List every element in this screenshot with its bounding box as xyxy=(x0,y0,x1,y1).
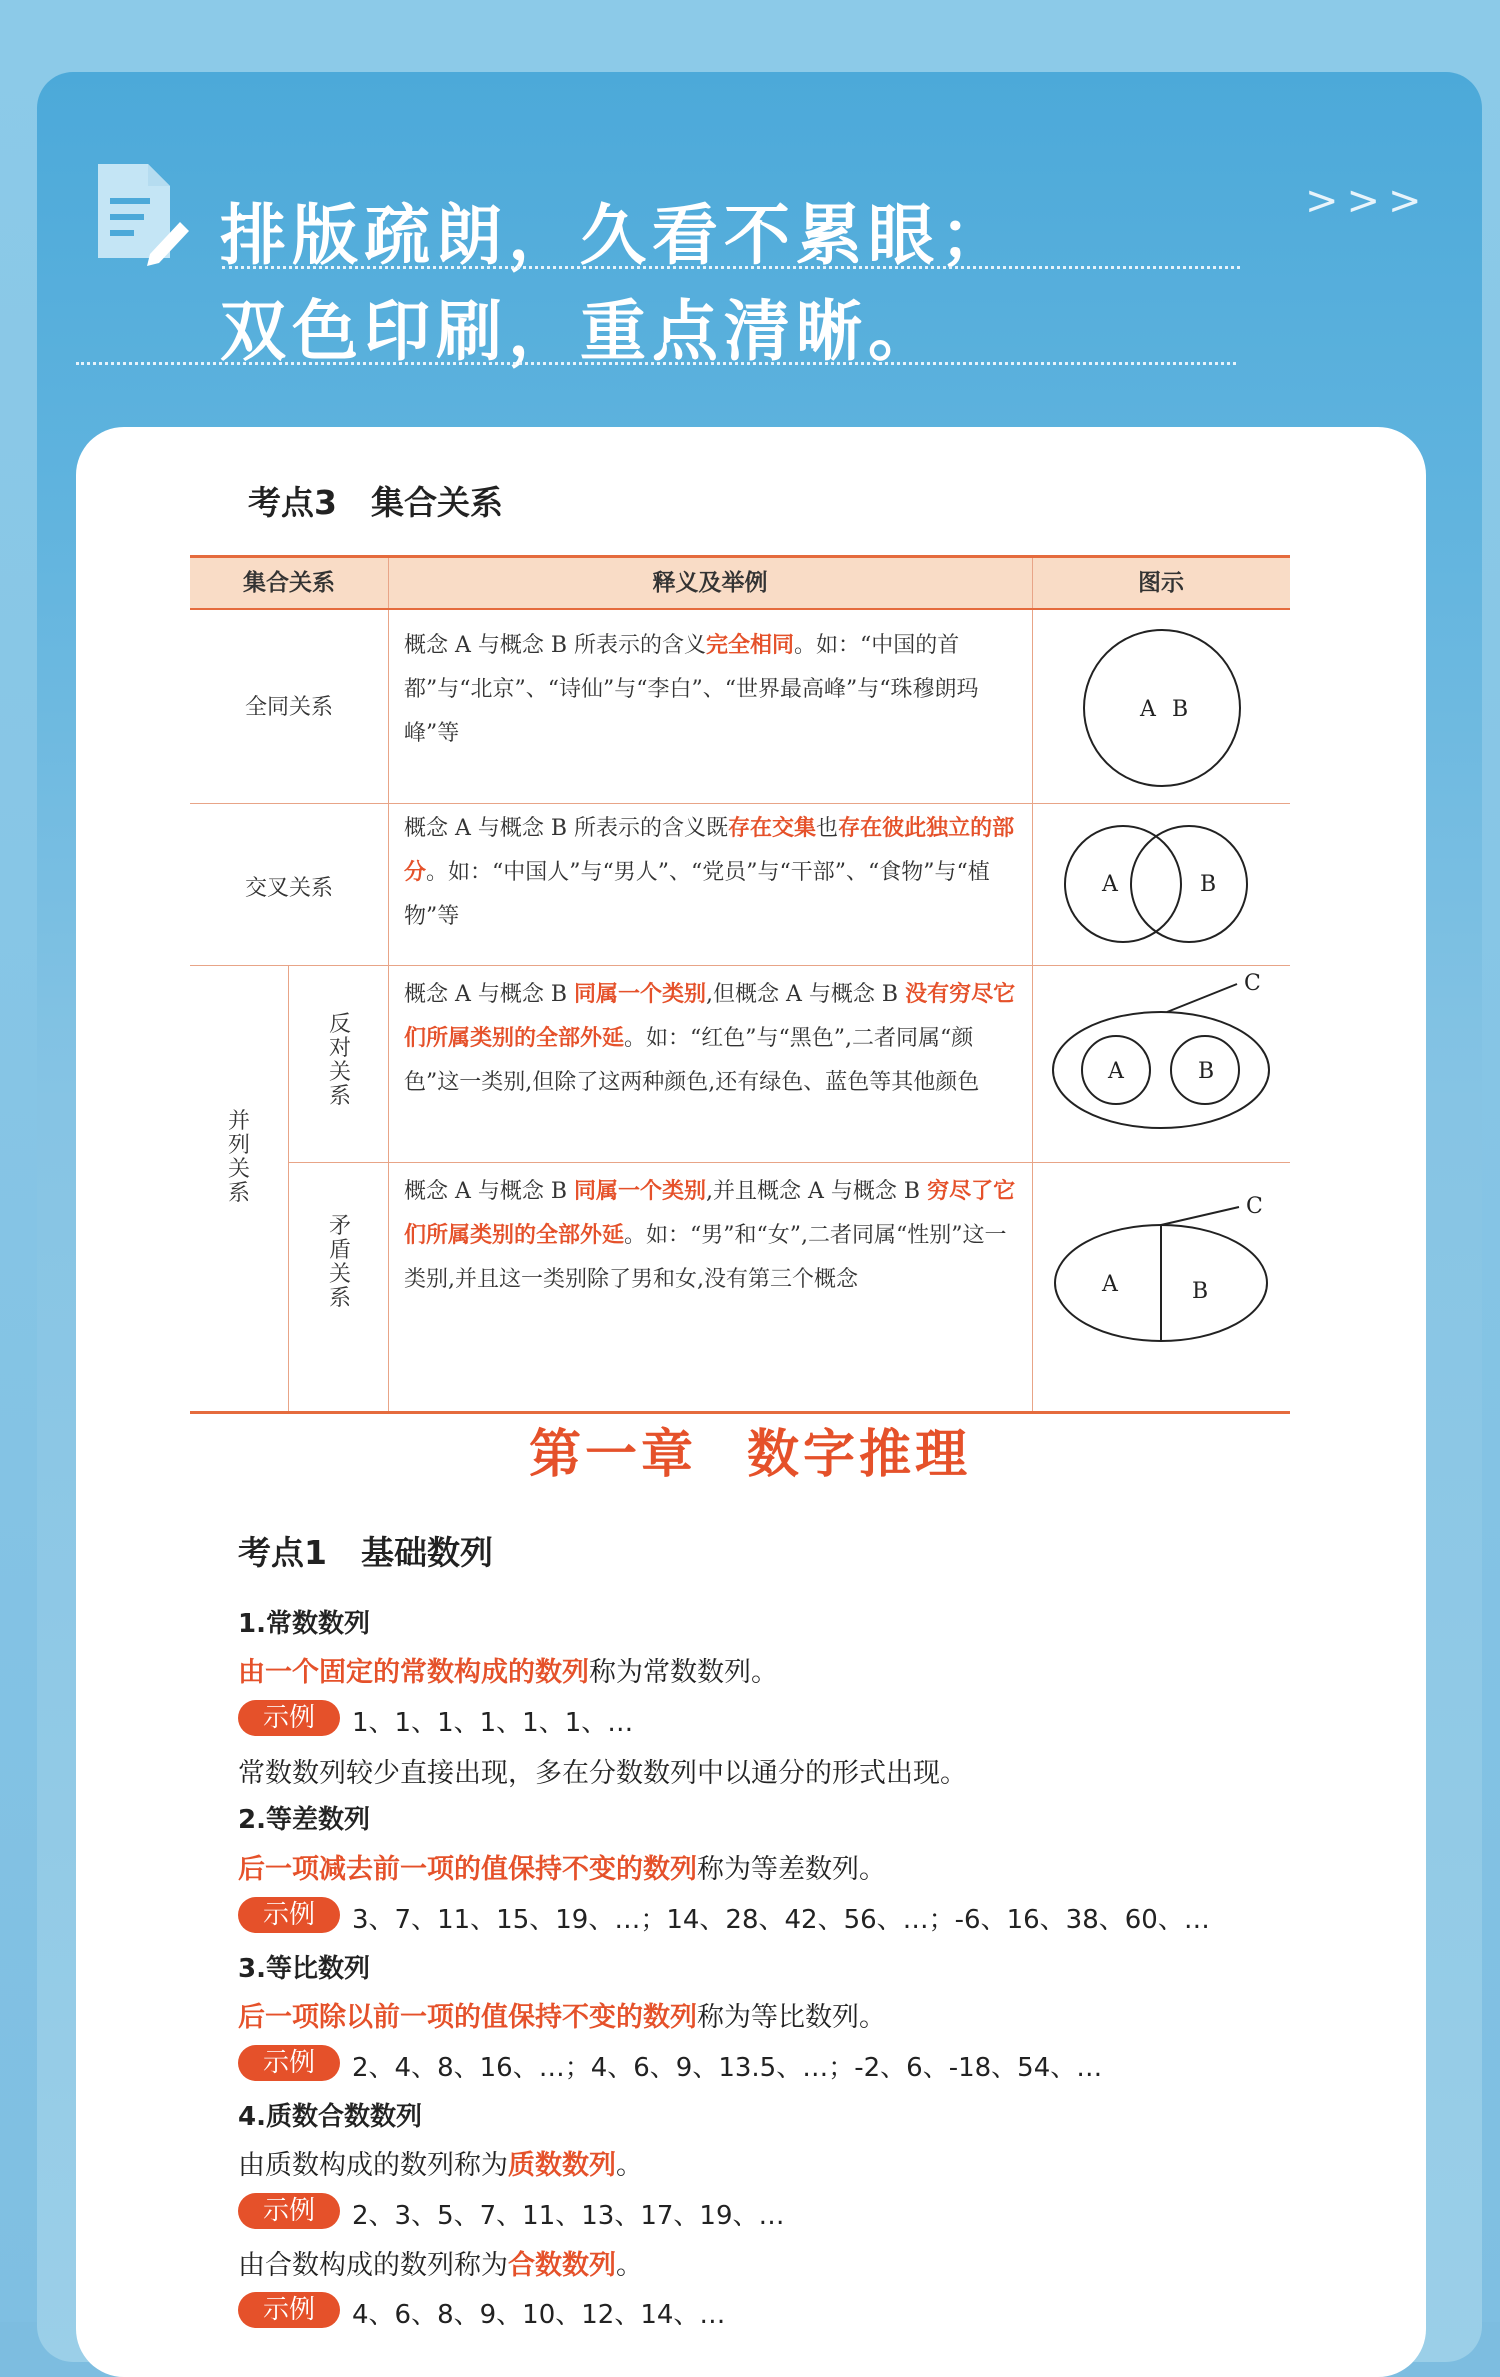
relation-name: 矛盾关系 xyxy=(328,1214,351,1311)
cross-relation-diagram xyxy=(1032,804,1290,965)
document-edit-icon xyxy=(90,158,190,268)
diagram-label-b: B xyxy=(1200,872,1217,897)
diagram-label-c: C xyxy=(1244,971,1261,996)
relation-description xyxy=(404,624,1016,756)
example-text: 4、6、8、9、10、12、14、… xyxy=(352,2300,726,2330)
desc-text: 概念 A 与概念 B xyxy=(404,982,575,1007)
desc-text: 。如：“中国人”与“男人”、“党员”与“干部”、“食物”与“植物”等 xyxy=(404,860,990,929)
opposite-relation-diagram xyxy=(1032,966,1290,1162)
definition-text: 由合数构成的数列称为 xyxy=(238,2250,508,2281)
example-badge: 示例 xyxy=(238,2193,340,2229)
desc-highlight: 完全相同 xyxy=(706,633,795,658)
header-relation: 集合关系 xyxy=(243,570,335,596)
definition-text: 称为等比数列。 xyxy=(697,2002,886,2033)
definition-line xyxy=(238,1847,886,1886)
definition-line xyxy=(238,1650,778,1689)
example-text: 1、1、1、1、1、1、… xyxy=(352,1708,634,1738)
relation-name: 反对关系 xyxy=(328,1012,351,1109)
desc-text: 也 xyxy=(816,816,839,841)
example-text: 2、4、8、16、…；4、6、9、13.5、…；-2、6、-18、54、… xyxy=(352,2053,1103,2083)
desc-highlight: 没有穷尽它们所属类别的全部外延 xyxy=(404,982,1016,1051)
desc-highlight: 存在交集 xyxy=(728,816,817,841)
definition-text: 称为常数数列。 xyxy=(589,1657,778,1688)
header-description: 释义及举例 xyxy=(652,570,768,596)
section-heading: 1.常数数列 xyxy=(238,1609,370,1639)
kp1-title-text: 基础数列 xyxy=(360,1533,493,1572)
definition-highlight: 质数数列 xyxy=(508,2150,616,2181)
relation-description xyxy=(404,973,1016,1105)
kp1-title xyxy=(238,1527,493,1574)
definition-text: 。 xyxy=(616,2150,643,2181)
arrows-icon: >>> xyxy=(1305,178,1430,224)
definition-line xyxy=(238,1995,886,2034)
desc-text: 概念 A 与概念 B xyxy=(404,1179,575,1204)
chapter-title xyxy=(0,1412,1500,1487)
desc-text: 。如：“男”和“女”,二者同属“性别”这一类别,并且这一类别除了男和女,没有第三个概念 xyxy=(404,1223,1007,1292)
relation-name: 全同关系 xyxy=(244,695,333,720)
diagram-label-a: A xyxy=(1102,1272,1118,1297)
dotted-divider xyxy=(222,266,1240,269)
diagram-label-b: B xyxy=(1192,1279,1209,1304)
desc-text: ,并且概念 A 与概念 B xyxy=(706,1179,928,1204)
definition-text: 称为等差数列。 xyxy=(697,1854,886,1885)
diagram-label-b: B xyxy=(1172,697,1189,722)
desc-highlight: 同属一个类别 xyxy=(574,982,707,1007)
example-text: 3、7、11、15、19、…；14、28、42、56、…；-6、16、38、60、… xyxy=(352,1905,1210,1935)
relation-description xyxy=(404,1170,1016,1302)
desc-text: 。如：“中国的首都”与“北京”、“诗仙”与“李白”、“世界最高峰”与“珠穆朗玛峰”等 xyxy=(404,633,979,746)
kp1-number: 考点1 xyxy=(238,1533,327,1572)
parallel-group-label: 并列关系 xyxy=(227,1109,250,1206)
diagram-label-b: B xyxy=(1198,1059,1215,1084)
definition-highlight: 合数数列 xyxy=(508,2250,616,2281)
grid-line xyxy=(388,558,389,608)
headline-line-1: 排版疏朗，久看不累眼； xyxy=(220,196,1012,274)
definition-highlight: 由一个固定的常数构成的数列 xyxy=(238,1657,589,1688)
example-badge: 示例 xyxy=(238,1897,340,1933)
definition-text: 。 xyxy=(616,2250,643,2281)
desc-text: 概念 A 与概念 B 所表示的含义既 xyxy=(404,816,729,841)
kp3-number: 考点3 xyxy=(248,483,337,522)
example-text: 2、3、5、7、11、13、17、19、… xyxy=(352,2201,785,2231)
diagram-label-a: A xyxy=(1140,697,1156,722)
section-heading: 2.等差数列 xyxy=(238,1805,370,1835)
kp3-title xyxy=(248,477,503,524)
relation-description xyxy=(404,807,1016,939)
diagram-label-a: A xyxy=(1102,872,1118,897)
section-heading: 3.等比数列 xyxy=(238,1954,370,1984)
desc-text: ,但概念 A 与概念 B xyxy=(706,982,906,1007)
example-badge: 示例 xyxy=(238,1700,340,1736)
chapter-title-text: 数字推理 xyxy=(747,1425,972,1485)
kp3-title-text: 集合关系 xyxy=(370,483,503,522)
same-relation-diagram xyxy=(1032,610,1290,803)
chapter-number: 第一章 xyxy=(528,1425,697,1485)
desc-text: 概念 A 与概念 B 所表示的含义 xyxy=(404,633,707,658)
definition-line xyxy=(238,2243,643,2282)
definition-highlight: 后一项减去前一项的值保持不变的数列 xyxy=(238,1854,697,1885)
definition-text: 由质数构成的数列称为 xyxy=(238,2150,508,2181)
dotted-divider xyxy=(76,362,1236,365)
headline-line-2: 双色印刷，重点清晰。 xyxy=(220,292,940,370)
grid-line xyxy=(288,965,289,1412)
example-badge: 示例 xyxy=(238,2045,340,2081)
grid-line xyxy=(1032,558,1033,608)
definition-highlight: 后一项除以前一项的值保持不变的数列 xyxy=(238,2002,697,2033)
diagram-label-c: C xyxy=(1246,1194,1263,1219)
desc-highlight: 穷尽了它们所属类别的全部外延 xyxy=(404,1179,1016,1248)
contradict-relation-diagram xyxy=(1032,1163,1290,1411)
desc-text: 。如：“红色”与“黑色”,二者同属“颜色”这一类别,但除了这两种颜色,还有绿色、蓝色等其他颜色 xyxy=(404,1026,980,1095)
diagram-label-a: A xyxy=(1108,1059,1124,1084)
relation-name: 交叉关系 xyxy=(244,876,333,901)
definition-line xyxy=(238,2143,643,2182)
section-heading: 4.质数合数数列 xyxy=(238,2102,422,2132)
example-badge: 示例 xyxy=(238,2292,340,2328)
desc-highlight: 同属一个类别 xyxy=(574,1179,707,1204)
desc-highlight: 存在彼此独立的部分 xyxy=(404,816,1015,885)
note-line: 常数数列较少直接出现，多在分数数列中以通分的形式出现。 xyxy=(238,1758,967,1789)
header-diagram: 图示 xyxy=(1138,570,1184,596)
grid-line xyxy=(388,610,389,1412)
table-header-row xyxy=(190,555,1290,610)
